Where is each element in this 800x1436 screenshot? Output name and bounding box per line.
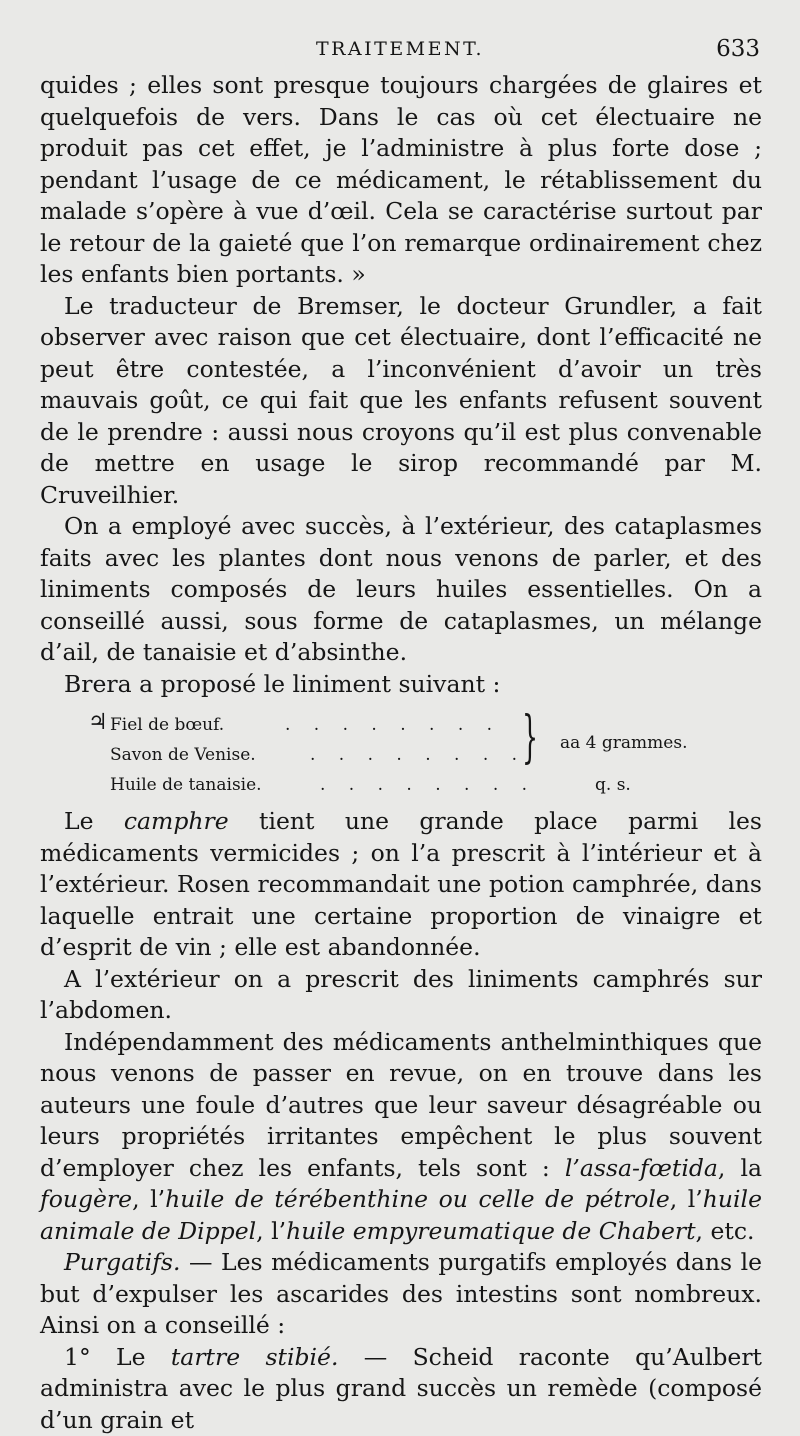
text-run: — Les médicaments purgatifs employés dans le but d’expulser les ascarides des intestins sont nombreux. Ainsi on a conseillé : — [40, 1248, 762, 1339]
text-run: , etc. — [696, 1217, 755, 1245]
text-run: 1° Le — [64, 1343, 171, 1371]
text-run: , l’ — [670, 1185, 703, 1213]
body-text — [40, 70, 762, 1436]
liniment-recipe — [40, 706, 762, 798]
paragraph-4: Brera a proposé le liniment suivant : — [40, 669, 762, 701]
section-heading: Purgatifs. — [64, 1248, 180, 1276]
text-run: Le — [64, 807, 124, 835]
text-run: tient une grande place parmi les médicaments vermicides ; on l’a prescrit à l’intérieur et à l’extérieur. Rosen recommandait une potion camphrée, dans laquelle entrait une certaine proportion de vinaigre et d’esprit de vin ; elle est abandonnée. — [40, 807, 762, 961]
paragraph-3: On a employé avec succès, à l’extérieur, des cataplasmes faits avec les plantes dont nous venons de parler, et des liniments composés de leurs huiles essentielles. On a conseillé aussi, sous forme de cataplasmes, un mélange d’ail, de tanaisie et d’absinthe. — [40, 511, 762, 669]
emphasis: tartre stibié. — [171, 1343, 339, 1371]
dot-leader: . . . . . . . . — [310, 740, 526, 772]
paragraph-6: A l’extérieur on a prescrit des liniments camphrés sur l’abdomen. — [40, 964, 762, 1027]
text-run: , l’ — [256, 1217, 286, 1245]
recipe-dose: aa 4 grammes. — [560, 728, 687, 760]
emphasis: huile animale de Dippel — [40, 1185, 762, 1245]
recipe-item-label: Savon de Venise. — [110, 745, 256, 765]
emphasis: huile de térébenthine ou celle de pétrole — [165, 1185, 670, 1213]
paragraph-1: quides ; elles sont presque toujours chargées de glaires et quelquefois de vers. Dans le cas où cet électuaire ne produit pas cet effet, je l’administre à plus forte dose ; pendant l’usage de ce médicament, le rétablissement du malade s’opère à vue d’œil. Cela se caractérise surtout par le retour de la gaieté que l’on remarque ordinairement chez les enfants bien portants. » — [40, 70, 762, 291]
recipe-qs: q. s. — [595, 770, 631, 802]
recipe-item — [110, 740, 256, 772]
emphasis: fougère — [40, 1185, 132, 1213]
paragraph-2: Le traducteur de Bremser, le docteur Grundler, a fait observer avec raison que cet électuaire, dont l’efficacité ne peut être contestée, a l’inconvénient d’avoir un très mauvais goût, ce qui fait que les enfants refusent souvent de le prendre : aussi nous croyons qu’il est plus convenable de mettre en usage le sirop recommandé par M. Cruveilhier. — [40, 291, 762, 512]
paragraph-8 — [40, 1247, 762, 1342]
paragraph-5 — [40, 806, 762, 964]
recipe-item-label: Huile de tanaisie. — [110, 775, 262, 795]
curly-brace: } — [522, 710, 538, 766]
text-run: , la — [718, 1154, 762, 1182]
page-number: 633 — [716, 36, 760, 62]
recipe-item — [110, 710, 224, 742]
dot-leader: . . . . . . . . — [320, 770, 536, 802]
recipe-item-label: Fiel de bœuf. — [110, 715, 224, 735]
emphasis: camphre — [124, 807, 229, 835]
text-run: — Scheid raconte qu’Aulbert administra avec le plus grand succès un remède (composé d’un grain et — [40, 1343, 762, 1434]
running-title: TRAITEMENT. — [40, 38, 760, 60]
paragraph-9 — [40, 1342, 762, 1436]
recipe-symbol: ♃ — [88, 707, 108, 739]
emphasis: l’assa-fœtida — [565, 1154, 718, 1182]
paragraph-7 — [40, 1027, 762, 1248]
text-run: , l’ — [132, 1185, 165, 1213]
dot-leader: . . . . . . . . — [285, 710, 501, 742]
recipe-item — [110, 770, 262, 802]
text-run: Indépendamment des médicaments anthelminthiques que nous venons de passer en revue, on en trouve dans les auteurs une foule d’autres que leur saveur désagréable ou leurs propriétés irritantes empêchent le plus souvent d’employer chez les enfants, tels sont : — [40, 1028, 762, 1182]
emphasis: huile empyreumatique de Chabert — [286, 1217, 695, 1245]
